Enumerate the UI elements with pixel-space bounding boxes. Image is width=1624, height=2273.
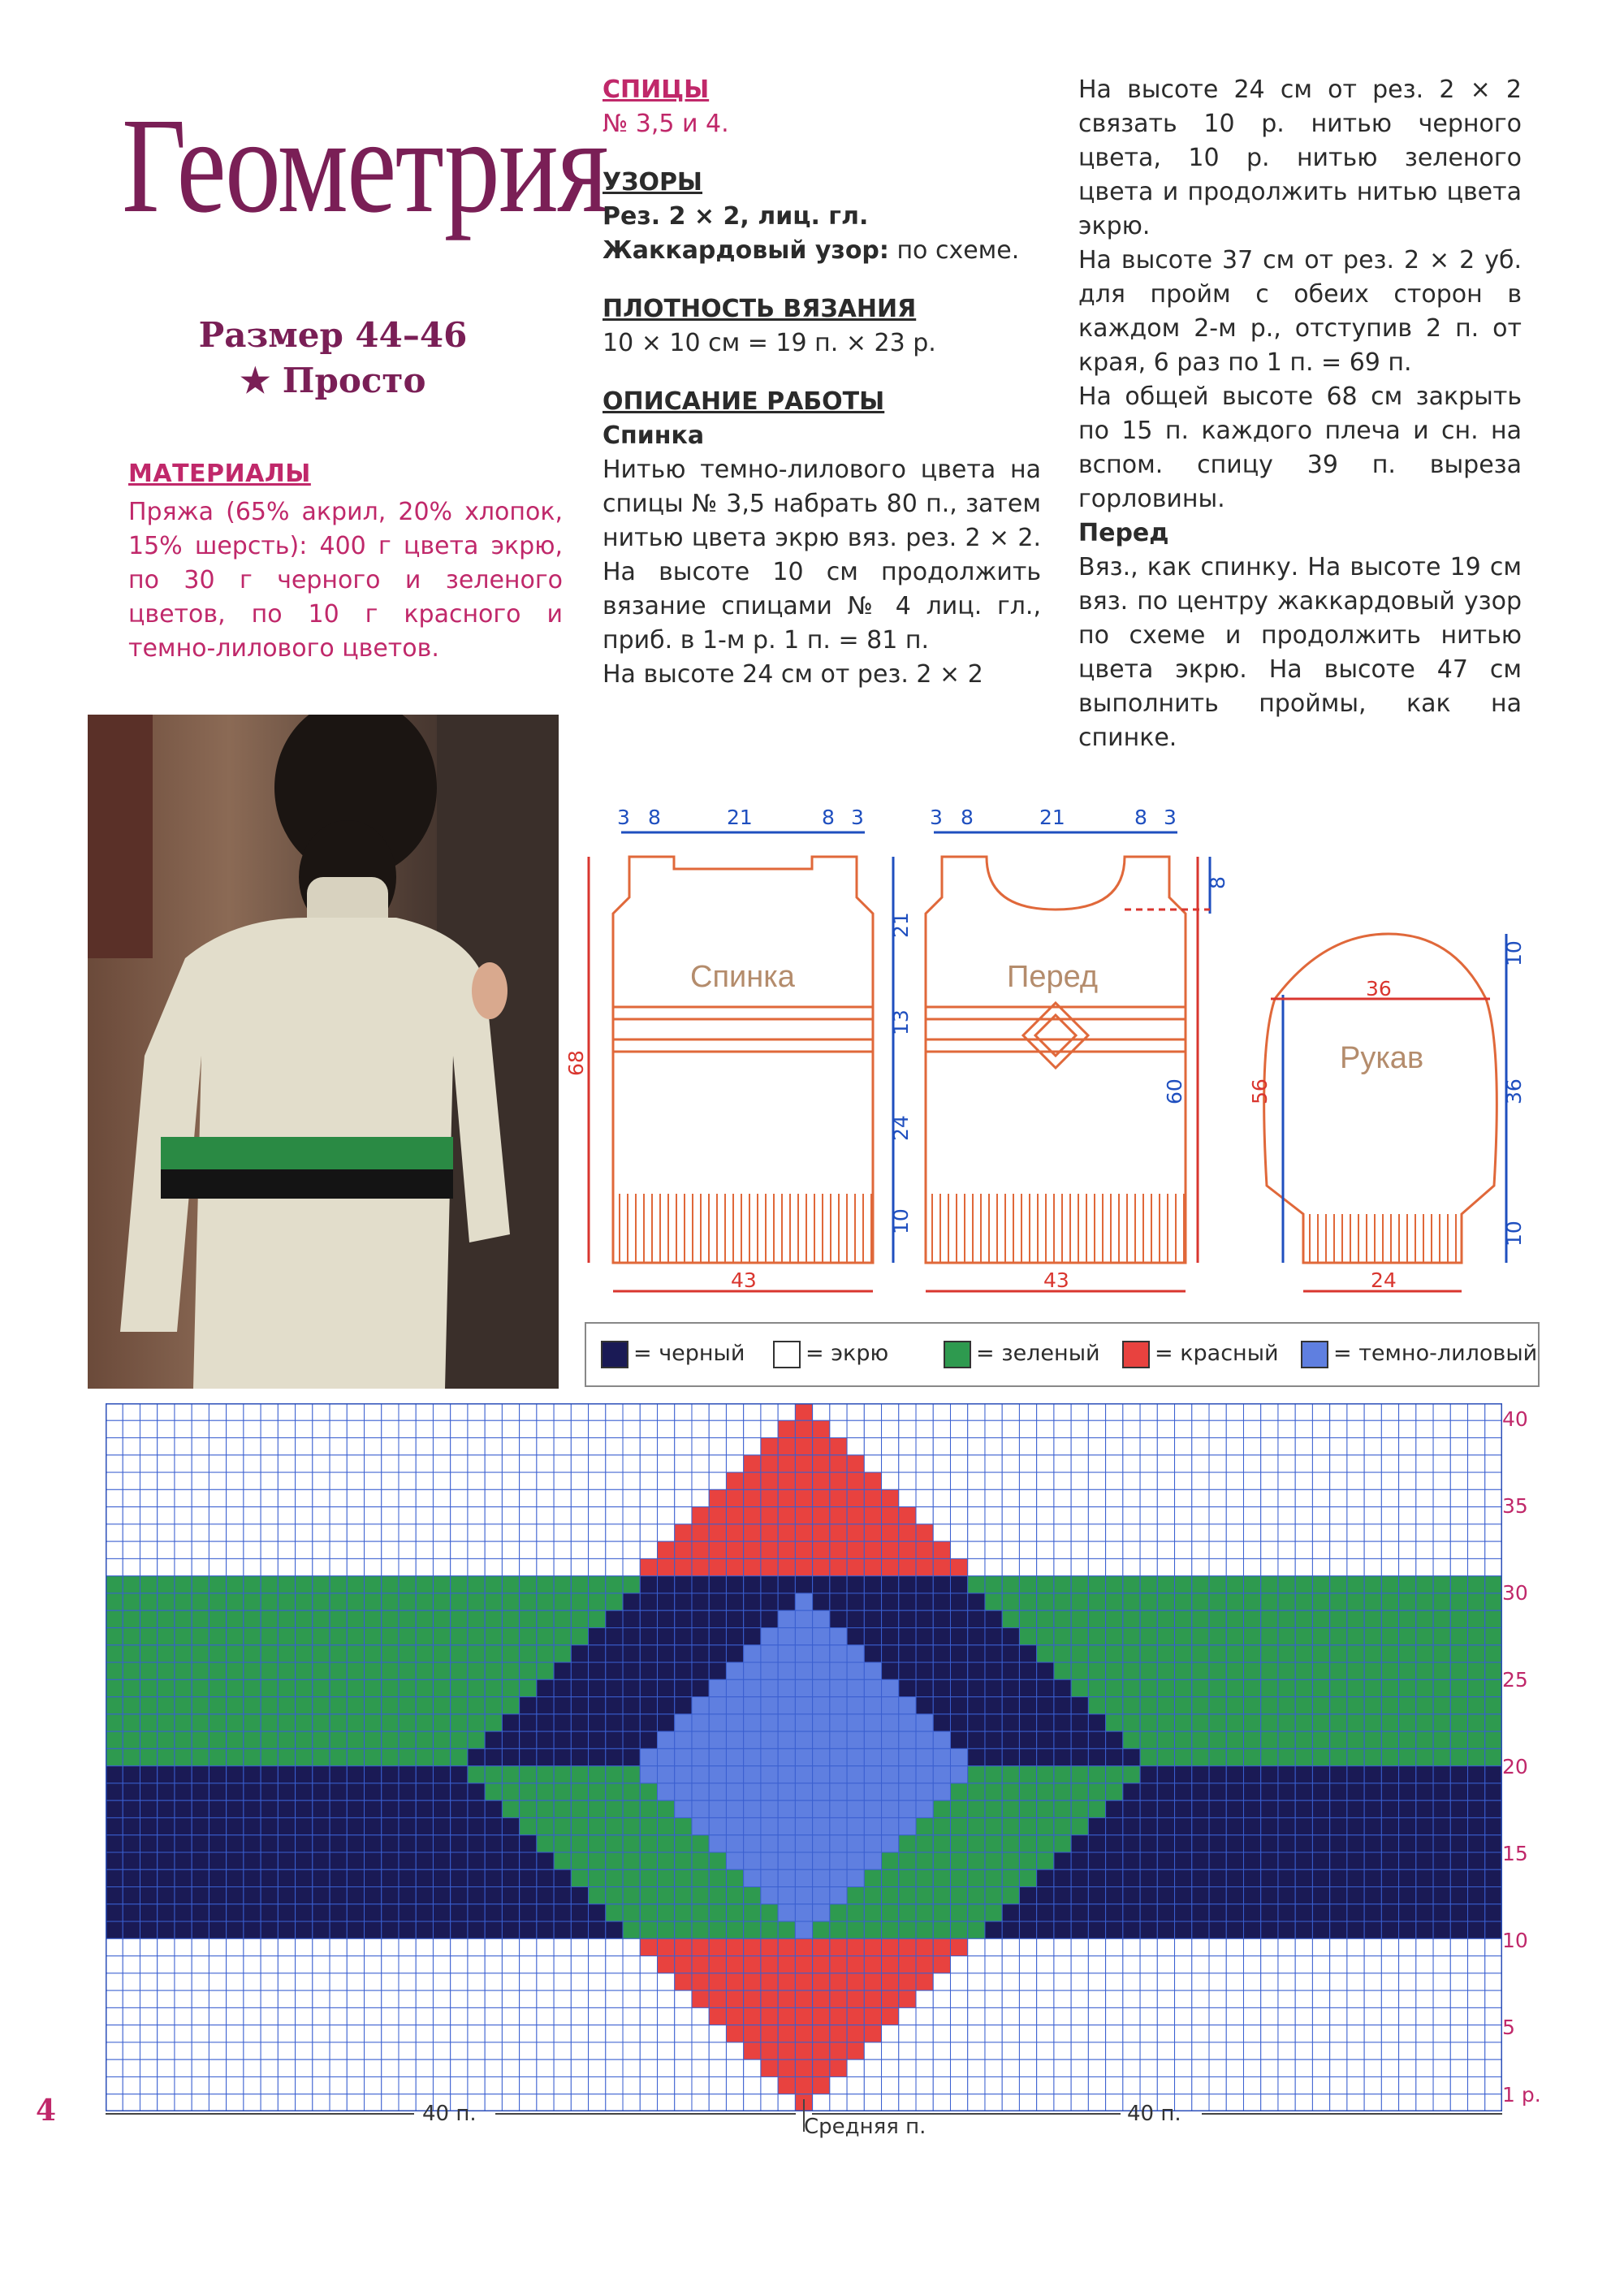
patterns-heading: УЗОРЫ — [603, 168, 703, 197]
row-label-30: 30 — [1502, 1581, 1528, 1605]
gauge-text: 10 × 10 см = 19 п. × 23 р. — [603, 329, 936, 357]
patterns-line2 — [603, 234, 1041, 268]
row-label-25: 25 — [1502, 1668, 1528, 1692]
left-stitch-count: 40 п. — [422, 2102, 477, 2126]
dim-top-front-3: 21 — [1039, 806, 1065, 829]
needles-text: № 3,5 и 4. — [603, 110, 729, 138]
row-label-20: 20 — [1502, 1755, 1528, 1778]
front-heading: Перед — [1078, 519, 1169, 547]
swatch-black — [601, 1341, 628, 1368]
back-text-3: На высоте 37 см от рез. 2 × 2 уб. для пройм с обеих сторон в каждом 2-м р., отступив 2 п. от края, 6 раз по 1 п. = 69 п. — [1078, 246, 1522, 377]
middle-stitch-label: Средняя п. — [804, 2115, 926, 2139]
dim-top-1: 3 — [617, 806, 630, 829]
dim-sleeve-r3: 10 — [1502, 1221, 1526, 1247]
back-text-2-start: На высоте 24 см от рез. 2 × 2 — [603, 660, 983, 689]
swatch-red — [1122, 1341, 1150, 1368]
legend-green-label: = зеленый — [976, 1341, 1100, 1366]
dim-back-w: 43 — [731, 1268, 757, 1292]
page-number: 4 — [36, 2094, 57, 2128]
materials-heading: МАТЕРИАЛЫ — [128, 460, 311, 488]
dim-neck: 8 — [1206, 876, 1229, 889]
dim-sleeve-r1: 10 — [1502, 940, 1526, 966]
legend-black-label: = черный — [633, 1341, 745, 1366]
model-photo — [88, 715, 559, 1389]
right-stitch-count: 40 п. — [1127, 2102, 1181, 2126]
size-info — [162, 313, 503, 404]
article-title: Геометрия — [122, 90, 607, 241]
dim-top-front-5: 3 — [1164, 806, 1177, 829]
dim-top-front-2: 8 — [961, 806, 974, 829]
dim-side-1: 21 — [889, 912, 913, 938]
back-label: Спинка — [690, 960, 795, 994]
patterns-line2-rest: по схеме. — [888, 236, 1020, 265]
materials-text: Пряжа (65% акрил, 20% хлопок, 15% шерсть): 400 г цвета экрю, по 30 г черного и зеленого цветов, по 10 г красного и темно-лилового цветов. — [128, 498, 563, 663]
row-label-5: 5 — [1502, 2016, 1515, 2039]
dim-front-h: 60 — [1163, 1078, 1186, 1104]
dim-top-front-4: 8 — [1134, 806, 1147, 829]
dim-side-3: 24 — [889, 1115, 913, 1141]
legend-red — [1122, 1340, 1279, 1368]
size-line: Размер 44–46 — [198, 315, 468, 355]
jacquard-chart — [106, 1403, 1502, 2111]
legend-black — [601, 1340, 745, 1368]
dim-sleeve-bottom: 24 — [1371, 1268, 1397, 1292]
work-heading: ОПИСАНИЕ РАБОТЫ — [603, 387, 885, 416]
dim-front-w: 43 — [1043, 1268, 1069, 1292]
gauge-heading: ПЛОТНОСТЬ ВЯЗАНИЯ — [603, 295, 917, 323]
dim-top-3: 21 — [727, 806, 753, 829]
color-legend — [585, 1322, 1540, 1387]
dim-top-4: 8 — [822, 806, 835, 829]
row-label-35: 35 — [1502, 1494, 1528, 1518]
garment-schematic — [560, 804, 1543, 1307]
dim-sleeve-r2: 36 — [1502, 1078, 1526, 1104]
legend-red-label: = красный — [1155, 1341, 1279, 1366]
dim-top-5: 3 — [851, 806, 864, 829]
difficulty: ★ Просто — [240, 361, 426, 400]
front-text: Вяз., как спинку. На высоте 19 см вяз. по центру жаккардовый узор по схеме и продолжить нитью цвета экрю. На высоте 47 см выполнить проймы, как на спинке. — [1078, 553, 1522, 752]
row-label-15: 15 — [1502, 1842, 1528, 1865]
legend-ecru-label: = экрю — [806, 1341, 889, 1366]
patterns-line2-bold: Жаккардовый узор: — [603, 236, 889, 265]
dim-top-2: 8 — [648, 806, 661, 829]
sleeve-label: Рукав — [1340, 1041, 1424, 1075]
legend-ecru — [773, 1340, 888, 1368]
dim-back-h: 68 — [564, 1050, 588, 1076]
row-label-10: 10 — [1502, 1929, 1528, 1952]
back-text-4: На общей высоте 68 см закрыть по 15 п. каждого плеча и сн. на вспом. спицу 39 п. выреза горловины. — [1078, 382, 1522, 513]
dim-sleeve-top: 36 — [1366, 977, 1392, 1000]
back-text-1: Нитью темно-лилового цвета на спицы № 3,5 набрать 80 п., затем нитью цвета экрю вяз. рез. 2 × 2. На высоте 10 см продолжить вязание спицами № 4 лиц. гл., приб. в 1-м р. 1 п. = 81 п. — [603, 456, 1041, 655]
front-label: Перед — [1007, 960, 1099, 994]
swatch-ecru — [773, 1341, 801, 1368]
back-text-2: На высоте 24 см от рез. 2 × 2 связать 10 р. нитью черного цвета, 10 р. нитью зеленого цвета и продолжить нитью цвета экрю. — [1078, 76, 1522, 240]
back-heading: Спинка — [603, 421, 705, 450]
row-label-1: 1 р. — [1502, 2083, 1541, 2107]
legend-purple — [1301, 1340, 1537, 1368]
row-label-40: 40 — [1502, 1407, 1528, 1431]
column-middle — [603, 73, 1041, 692]
legend-purple-label: = темно-лиловый — [1333, 1341, 1538, 1366]
swatch-purple — [1301, 1341, 1328, 1368]
dim-top-front-1: 3 — [930, 806, 943, 829]
legend-green — [944, 1340, 1100, 1368]
swatch-green — [944, 1341, 971, 1368]
dim-side-2: 13 — [889, 1009, 913, 1035]
dim-side-4: 10 — [889, 1208, 913, 1234]
column-right — [1078, 73, 1522, 755]
needles-heading: СПИЦЫ — [603, 76, 710, 104]
patterns-line1: Рез. 2 × 2, лиц. гл. — [603, 202, 869, 231]
dim-front-h2: 56 — [1248, 1078, 1272, 1104]
